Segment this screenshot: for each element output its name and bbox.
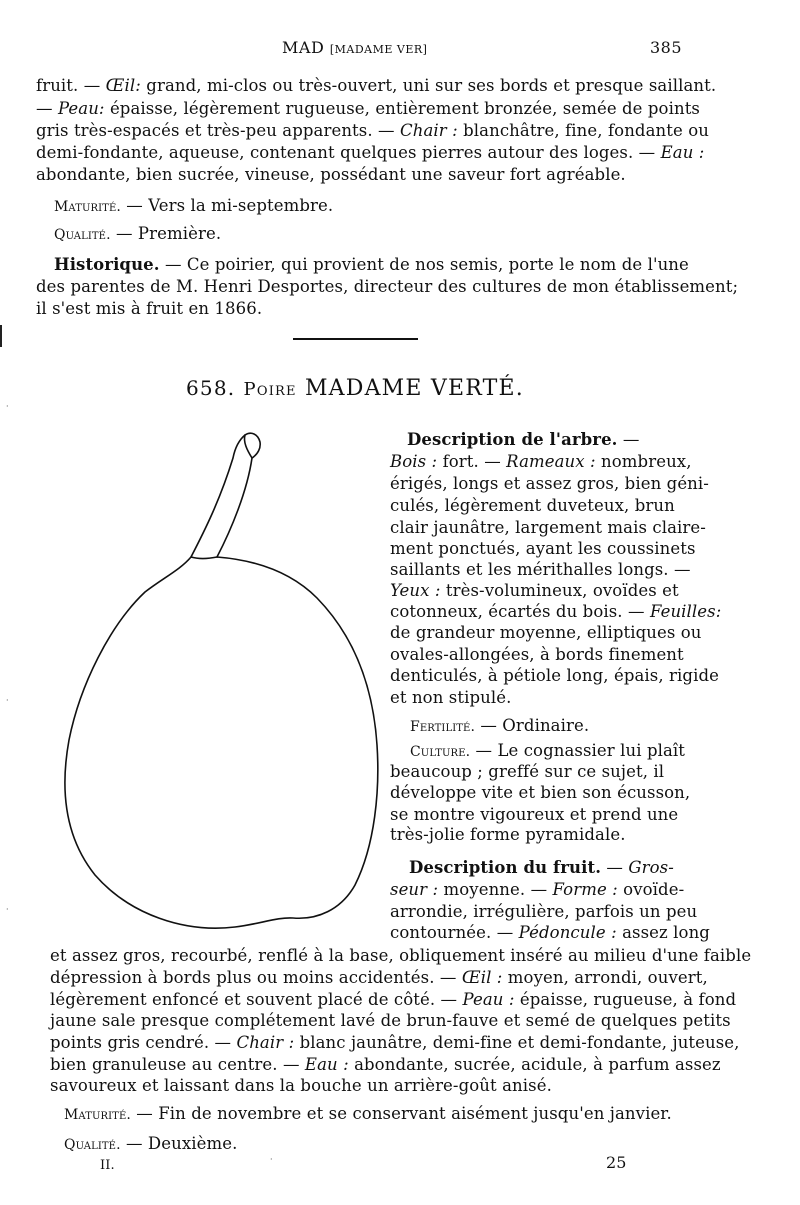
text-line: et assez gros, recourbé, renflé à la base, obliquement inséré au milieu d'une faible <box>50 946 752 965</box>
text-line: il s'est mis à fruit en 1866. <box>36 299 263 318</box>
scan-dot: · <box>6 696 9 705</box>
text-line: culés, légèrement duveteux, brun <box>390 496 675 515</box>
fertilite-line: Fertilité. — Ordinaire. <box>410 716 590 735</box>
text-line: fruit. — Œil: grand, mi-clos ou très-ouvert, uni sur ses bords et presque saillant. <box>36 76 717 95</box>
text-line: contournée. — Pédoncule : assez long <box>390 923 710 942</box>
maturite-line-bottom: Maturité. — Fin de novembre et se conservant aisément jusqu'en janvier. <box>64 1104 672 1123</box>
text-line: savoureux et laissant dans la bouche un arrière-goût anisé. <box>50 1076 552 1095</box>
text-line: bien granuleuse au centre. — Eau : abondante, sucrée, acidule, à parfum assez <box>50 1055 721 1074</box>
text-line: Bois : fort. — Rameaux : nombreux, <box>390 452 692 471</box>
text-line: demi-fondante, aqueuse, contenant quelques pierres autour des loges. — Eau : <box>36 143 705 162</box>
text-line: légèrement enfoncé et souvent placé de côté. — Peau : épaisse, rugueuse, à fond <box>50 990 737 1009</box>
arbre-heading: Description de l'arbre. — <box>407 430 640 449</box>
text-line: dépression à bords plus ou moins accidentés. — Œil : moyen, arrondi, ouvert, <box>50 968 708 987</box>
page-number: 385 <box>650 38 683 57</box>
text-line: se montre vigoureux et prend une <box>390 805 679 824</box>
signature-number: 25 <box>606 1153 627 1172</box>
text-line: arrondie, irrégulière, parfois un peu <box>390 902 698 921</box>
maturite-line: Maturité. — Vers la mi-septembre. <box>54 196 334 215</box>
text-line: jaune sale presque complétement lavé de brun-fauve et semé de quelques petits <box>50 1011 731 1030</box>
text-line: saillants et les mérithalles longs. — <box>390 560 691 579</box>
text-line: abondante, bien sucrée, vineuse, possédant une saveur fort agréable. <box>36 165 626 184</box>
text-line: — Peau: épaisse, légèrement rugueuse, entièrement bronzée, semée de points <box>36 99 700 118</box>
text-line: seur : moyenne. — Forme : ovoïde- <box>390 880 685 899</box>
text-line: beaucoup ; greffé sur ce sujet, il <box>390 762 665 781</box>
signature-volume: II. <box>100 1158 115 1173</box>
text-line: cotonneux, écartés du bois. — Feuilles: <box>390 602 722 621</box>
text-line: de grandeur moyenne, elliptiques ou <box>390 623 702 642</box>
pear-illustration <box>55 420 395 950</box>
text-line: ovales-allongées, à bords finement <box>390 645 684 664</box>
fruit-heading: Description du fruit. — Gros- <box>409 858 674 877</box>
text-line: ment ponctués, ayant les coussinets <box>390 539 696 558</box>
text-line: très-jolie forme pyramidale. <box>390 825 626 844</box>
scan-dot: · <box>270 1155 273 1164</box>
running-subtitle: [MADAME VER] <box>329 43 428 56</box>
text-line: clair jaunâtre, largement mais claire- <box>390 518 706 537</box>
text-line: gris très-espacés et très-peu apparents. — Chair : blanchâtre, fine, fondante ou <box>36 121 709 140</box>
culture-line: Culture. — Le cognassier lui plaît <box>410 741 686 760</box>
scan-dot: · <box>6 402 9 411</box>
historique-line: Historique. — Ce poirier, qui provient de nos semis, porte le nom de l'une <box>54 255 689 274</box>
qualite-line: Qualité. — Première. <box>54 224 222 243</box>
scan-dot: · <box>6 905 9 914</box>
text-line: érigés, longs et assez gros, bien géni- <box>390 474 709 493</box>
text-line: Yeux : très-volumineux, ovoïdes et <box>390 581 679 600</box>
scan-edge-mark <box>0 325 2 347</box>
section-divider <box>293 338 418 340</box>
running-header <box>282 38 427 57</box>
text-line: développe vite et bien son écusson, <box>390 783 691 802</box>
text-line: et non stipulé. <box>390 688 512 707</box>
running-title: MAD <box>282 38 325 57</box>
text-line: des parentes de M. Henri Desportes, directeur des cultures de mon établissement; <box>36 277 739 296</box>
text-line: denticulés, à pétiole long, épais, rigide <box>390 666 719 685</box>
text-line: points gris cendré. — Chair : blanc jaunâtre, demi-fine et demi-fondante, juteuse, <box>50 1033 740 1052</box>
qualite-line-bottom: Qualité. — Deuxième. <box>64 1134 238 1153</box>
entry-title: 658. Poire MADAME VERTÉ. <box>186 376 524 401</box>
